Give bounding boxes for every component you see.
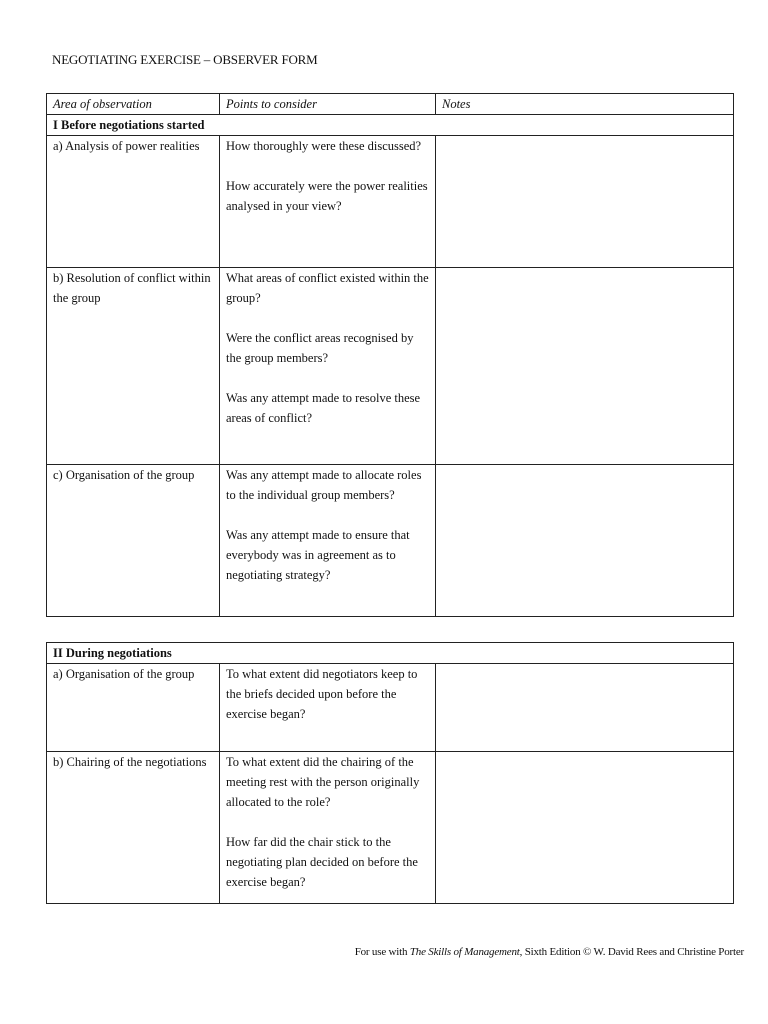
observation-table-during <box>46 642 734 904</box>
area-cell: a) Analysis of power realities <box>47 136 220 268</box>
table-row <box>47 752 734 904</box>
header-area: Area of observation <box>47 94 220 115</box>
notes-cell[interactable] <box>436 664 734 752</box>
copyright-footer <box>355 946 744 958</box>
question: Was any attempt made to resolve these areas of conflict? <box>226 391 421 425</box>
observation-table-before <box>46 93 734 617</box>
question: What areas of conflict existed within the group? <box>226 271 429 305</box>
points-cell <box>220 465 436 617</box>
question: To what extent did negotiators keep to the briefs decided upon before the exercise began? <box>226 667 418 721</box>
points-cell <box>220 752 436 904</box>
footer-prefix: For use with <box>354 946 410 958</box>
notes-cell[interactable] <box>436 752 734 904</box>
notes-cell[interactable] <box>436 465 734 617</box>
table-row <box>47 268 734 465</box>
area-cell: b) Chairing of the negotiations <box>47 752 220 904</box>
points-cell <box>220 664 436 752</box>
form-title: NEGOTIATING EXERCISE – OBSERVER FORM <box>52 52 318 67</box>
section-heading-row <box>47 643 734 664</box>
question: Was any attempt made to ensure that everybody was in agreement as to negotiating strategy? <box>226 528 410 582</box>
footer-suffix: , Sixth Edition © W. David Rees and Christine Porter <box>519 946 744 958</box>
question: How far did the chair stick to the negotiating plan decided on before the exercise began? <box>226 835 418 889</box>
area-cell: b) Resolution of conflict within the group <box>47 268 220 465</box>
header-row <box>47 94 734 115</box>
points-cell <box>220 136 436 268</box>
table-row <box>47 664 734 752</box>
question: How accurately were the power realities analysed in your view? <box>226 179 428 213</box>
area-cell: a) Organisation of the group <box>47 664 220 752</box>
question: Were the conflict areas recognised by the group members? <box>226 331 414 365</box>
section-heading: I Before negotiations started <box>47 115 734 136</box>
section-heading: II During negotiations <box>47 643 734 664</box>
table-row <box>47 465 734 617</box>
section-heading-row <box>47 115 734 136</box>
table-row <box>47 136 734 268</box>
footer-book-title: The Skills of Management <box>409 946 520 958</box>
notes-cell[interactable] <box>436 268 734 465</box>
header-notes: Notes <box>436 94 734 115</box>
question: How thoroughly were these discussed? <box>226 139 422 153</box>
points-cell <box>220 268 436 465</box>
question: To what extent did the chairing of the meeting rest with the person originally allocated to the role? <box>226 755 420 809</box>
area-cell: c) Organisation of the group <box>47 465 220 617</box>
header-points: Points to consider <box>220 94 436 115</box>
notes-cell[interactable] <box>436 136 734 268</box>
question: Was any attempt made to allocate roles to the individual group members? <box>226 468 422 502</box>
